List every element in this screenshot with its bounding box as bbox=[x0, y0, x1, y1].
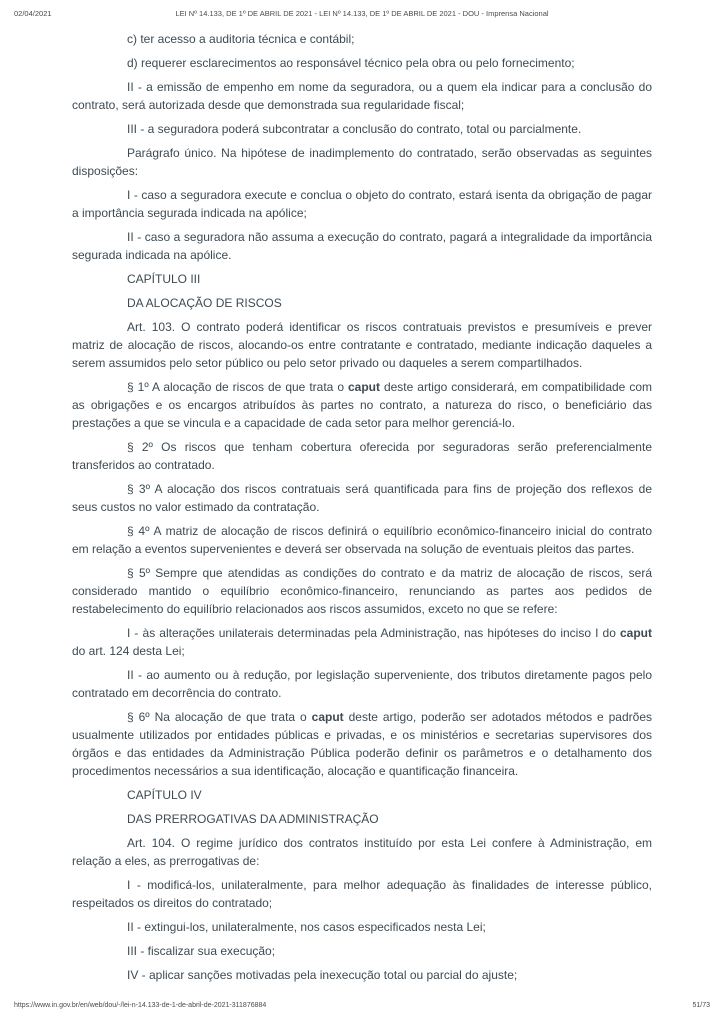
document-paragraph bbox=[72, 270, 652, 288]
text-segment: Art. 103. O contrato poderá identificar os riscos contratuais previstos e presumíveis e prever matriz de alocação de riscos, alocando-os entre contratante e contratado, mediante indicação daqueles a serem assumidos pelo setor público ou pelo setor privado ou daqueles a serem compartilhados. bbox=[72, 320, 652, 370]
document-paragraph bbox=[72, 834, 652, 870]
document-paragraph bbox=[72, 30, 652, 48]
text-segment: DA ALOCAÇÃO DE RISCOS bbox=[127, 296, 282, 310]
document-paragraph bbox=[72, 810, 652, 828]
bold-text-segment: caput bbox=[347, 380, 380, 394]
text-segment: Art. 104. O regime jurídico dos contratos instituído por esta Lei confere à Administração, em relação a eles, as prerrogativas de: bbox=[72, 836, 652, 868]
document-paragraph bbox=[72, 918, 652, 936]
document-paragraph bbox=[72, 624, 652, 660]
document-paragraph bbox=[72, 942, 652, 960]
document-paragraph bbox=[72, 120, 652, 138]
print-header-date: 02/04/2021 bbox=[14, 9, 52, 18]
text-segment: Parágrafo único. Na hipótese de inadimplemento do contratado, serão observadas as seguintes disposições: bbox=[72, 146, 652, 178]
text-segment: II - ao aumento ou à redução, por legislação superveniente, dos tributos diretamente pagos pelo contratado em decorrência do contrato. bbox=[72, 668, 652, 700]
document-paragraph bbox=[72, 564, 652, 618]
text-segment: I - modificá-los, unilateralmente, para melhor adequação às finalidades de interesse público, respeitados os direitos do contratado; bbox=[72, 878, 652, 910]
document-paragraph bbox=[72, 876, 652, 912]
text-segment: III - fiscalizar sua execução; bbox=[127, 944, 276, 958]
text-segment: I - às alterações unilaterais determinadas pela Administração, nas hipóteses do inciso I do bbox=[127, 626, 620, 640]
text-segment: CAPÍTULO III bbox=[127, 272, 201, 286]
document-paragraph bbox=[72, 186, 652, 222]
text-segment: c) ter acesso a auditoria técnica e contábil; bbox=[127, 32, 355, 46]
text-segment: III - a seguradora poderá subcontratar a conclusão do contrato, total ou parcialmente. bbox=[127, 122, 582, 136]
bold-text-segment: caput bbox=[311, 710, 344, 724]
text-segment: § 4º A matriz de alocação de riscos definirá o equilíbrio econômico-financeiro inicial do contrato em relação a eventos supervenientes e deverá ser observada na solução de eventuais pleitos das partes. bbox=[72, 524, 652, 556]
document-body bbox=[72, 30, 652, 990]
document-paragraph bbox=[72, 522, 652, 558]
document-paragraph bbox=[72, 786, 652, 804]
text-segment: § 1º A alocação de riscos de que trata o bbox=[127, 380, 348, 394]
document-paragraph bbox=[72, 378, 652, 432]
text-segment: CAPÍTULO IV bbox=[127, 788, 202, 802]
text-segment: IV - aplicar sanções motivadas pela inexecução total ou parcial do ajuste; bbox=[127, 968, 518, 982]
document-paragraph bbox=[72, 78, 652, 114]
page-number: 51/73 bbox=[692, 1002, 710, 1009]
document-paragraph bbox=[72, 708, 652, 780]
print-header-title: LEI Nº 14.133, DE 1º DE ABRIL DE 2021 - LEI Nº 14.133, DE 1º DE ABRIL DE 2021 - DOU - Imprensa Nacional bbox=[175, 9, 549, 18]
text-segment: I - caso a seguradora execute e conclua o objeto do contrato, estará isenta da obrigação de pagar a importância segurada indicada na apólice; bbox=[72, 188, 652, 220]
text-segment: II - extingui-los, unilateralmente, nos casos especificados nesta Lei; bbox=[127, 920, 486, 934]
document-paragraph bbox=[72, 480, 652, 516]
document-paragraph bbox=[72, 666, 652, 702]
text-segment: § 2º Os riscos que tenham cobertura oferecida por seguradoras serão preferencialmente transferidos ao contratado. bbox=[72, 440, 652, 472]
text-segment: d) requerer esclarecimentos ao responsável técnico pela obra ou pelo fornecimento; bbox=[127, 56, 575, 70]
text-segment: deste artigo, poderão ser adotados métodos e padrões usualmente utilizados por entidades públicas e privadas, e os ministérios e secretarias supervisores dos órgãos e das entidades da Administração Pública poderão definir os parâmetros e o detalhamento dos procedimentos necessários a sua identificação, alocação e quantificação financeira. bbox=[72, 710, 652, 778]
text-segment: § 6º Na alocação de que trata o bbox=[127, 710, 312, 724]
document-paragraph bbox=[72, 54, 652, 72]
text-segment: do art. 124 desta Lei; bbox=[72, 644, 185, 658]
text-segment: II - caso a seguradora não assuma a execução do contrato, pagará a integralidade da importância segurada indicada na apólice. bbox=[72, 230, 652, 262]
bold-text-segment: caput bbox=[619, 626, 652, 640]
text-segment: II - a emissão de empenho em nome da seguradora, ou a quem ela indicar para a conclusão do contrato, será autorizada desde que demonstrada sua regularidade fiscal; bbox=[72, 80, 652, 112]
document-paragraph bbox=[72, 228, 652, 264]
document-paragraph bbox=[72, 318, 652, 372]
text-segment: § 3º A alocação dos riscos contratuais será quantificada para fins de projeção dos reflexos de seus custos no valor estimado da contratação. bbox=[72, 482, 652, 514]
text-segment: DAS PRERROGATIVAS DA ADMINISTRAÇÃO bbox=[127, 812, 379, 826]
document-paragraph bbox=[72, 294, 652, 312]
text-segment: deste artigo considerará, em compatibilidade com as obrigações e os encargos atribuídos às partes no contrato, a natureza do risco, o beneficiário das prestações a que se vincula e a capacidade de cada setor para melhor gerenciá-lo. bbox=[72, 380, 652, 430]
document-paragraph bbox=[72, 438, 652, 474]
document-paragraph bbox=[72, 144, 652, 180]
document-paragraph bbox=[72, 966, 652, 984]
text-segment: § 5º Sempre que atendidas as condições do contrato e da matriz de alocação de riscos, será considerado mantido o equilíbrio econômico-financeiro, renunciando as partes aos pedidos de restabelecimento do equilíbrio relacionados aos riscos assumidos, exceto no que se refere: bbox=[72, 566, 652, 616]
source-url: https://www.in.gov.br/en/web/dou/-/lei-n-14.133-de-1-de-abril-de-2021-311876884 bbox=[14, 1002, 267, 1009]
